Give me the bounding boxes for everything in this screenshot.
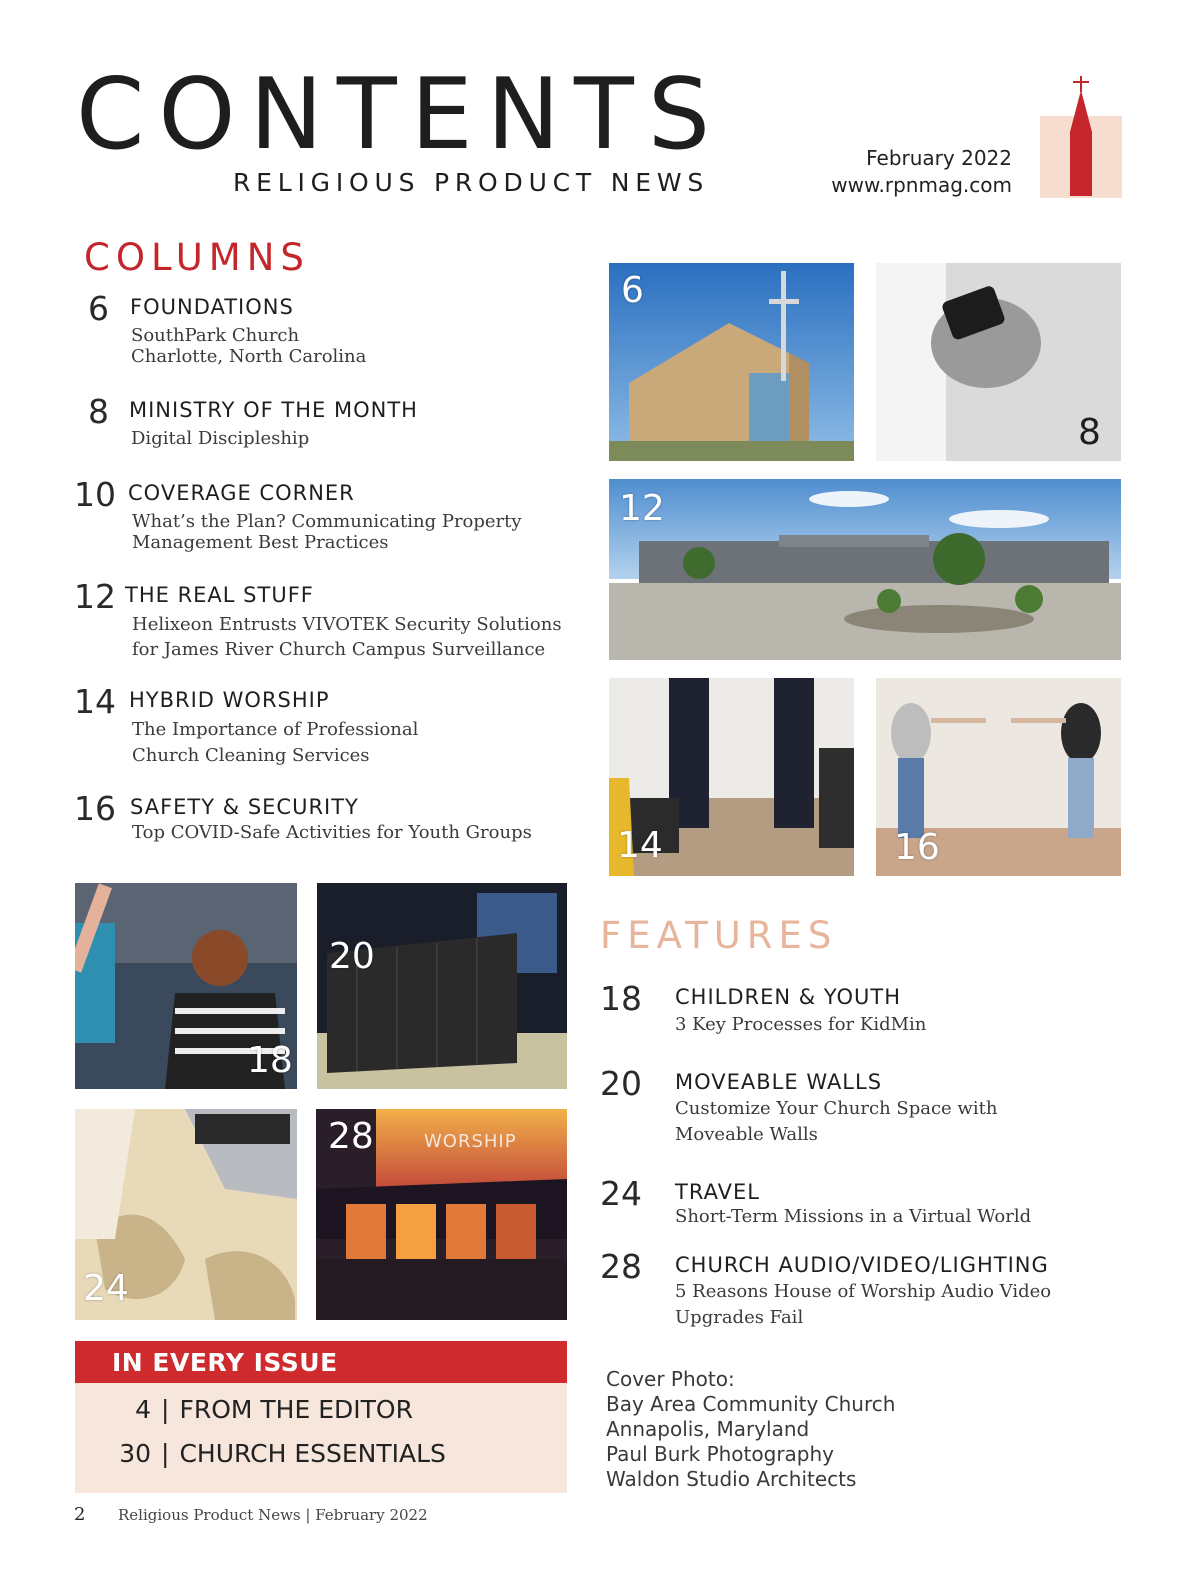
every-issue-label: FROM THE EDITOR [179,1395,413,1424]
page-number: 16 [74,789,116,828]
entry-desc-line: Upgrades Fail [675,1307,804,1328]
entry-title: THE REAL STUFF [125,583,314,607]
entry-desc-line: 5 Reasons House of Worship Audio Video [675,1281,1052,1302]
columns-heading: COLUMNS [84,236,310,279]
photo-page-number: 18 [247,1040,293,1081]
page-number: 8 [88,392,109,431]
every-issue-label: CHURCH ESSENTIALS [179,1439,446,1468]
cover-credit-line: Cover Photo: [606,1367,735,1391]
page-number: 6 [88,289,109,328]
toc-entry-ministry-of-the-month[interactable] [88,392,608,455]
website-url[interactable]: www.rpnmag.com [831,173,1012,197]
page-number: 30 [119,1439,151,1468]
entry-desc-line: SouthPark Church [131,325,300,346]
toc-entry-foundations[interactable] [88,289,608,372]
photo-james-river-church[interactable] [609,479,1121,660]
photo-children-youth[interactable] [75,883,297,1089]
photo-page-number: 14 [617,825,663,866]
in-every-issue-heading: IN EVERY ISSUE [112,1348,338,1377]
footer-text: Religious Product News | February 2022 [118,1506,428,1524]
entry-desc-line: Moveable Walls [675,1124,818,1145]
photo-page-number: 12 [619,488,665,529]
photo-page-number: 24 [83,1268,129,1309]
toc-entry-moveable-walls[interactable] [600,1064,1120,1147]
page-number: 10 [74,475,116,514]
worship-sign: WORSHIP [424,1131,517,1152]
entry-desc-line: for James River Church Campus Surveillance [132,639,546,660]
cover-credit-line: Annapolis, Maryland [606,1417,810,1441]
page-folio: 2 [74,1504,86,1525]
page-number: 4 [135,1395,151,1424]
page-number: 28 [600,1247,642,1286]
toc-entry-children-youth[interactable] [600,979,1120,1042]
entry-title: CHILDREN & YOUTH [675,985,902,1009]
steeple-logo [1040,74,1122,198]
photo-travel-map[interactable] [75,1109,297,1320]
entry-title: TRAVEL [675,1180,760,1204]
toc-entry-church-av-lighting[interactable] [600,1247,1120,1330]
entry-title: MINISTRY OF THE MONTH [129,398,418,422]
cover-credit-line: Waldon Studio Architects [606,1467,857,1491]
toc-entry-hybrid-worship[interactable] [74,682,594,766]
page-number: 18 [600,979,642,1018]
page-number: 24 [600,1174,642,1213]
entry-desc-line: The Importance of Professional [132,719,419,740]
cover-credit-line: Paul Burk Photography [606,1442,834,1466]
photo-page-number: 20 [329,936,375,977]
page-number: 20 [600,1064,642,1103]
separator: | [161,1395,170,1424]
in-every-issue-box [75,1341,567,1493]
page-number: 14 [74,682,116,721]
photo-southpark-church[interactable] [609,263,854,461]
entry-desc-line: Management Best Practices [132,532,389,553]
every-issue-item-from-the-editor[interactable] [99,1395,413,1424]
entry-desc-line: Church Cleaning Services [132,745,370,766]
entry-desc-line: Short-Term Missions in a Virtual World [675,1206,1032,1227]
entry-title: MOVEABLE WALLS [675,1070,883,1094]
entry-title: HYBRID WORSHIP [129,688,330,712]
entry-desc-line: Digital Discipleship [131,428,310,449]
photo-page-number: 28 [328,1116,374,1157]
photo-phone-hand[interactable] [876,263,1121,461]
in-every-issue-header [75,1341,567,1383]
every-issue-item-church-essentials[interactable] [99,1439,446,1468]
entry-desc-line: Helixeon Entrusts VIVOTEK Security Solutions [132,614,562,635]
photo-worship-stage[interactable] [316,1109,567,1320]
entry-desc-line: 3 Key Processes for KidMin [675,1014,927,1035]
features-heading: FEATURES [600,914,838,957]
magazine-name: RELIGIOUS PRODUCT NEWS [233,168,710,197]
entry-title: CHURCH AUDIO/VIDEO/LIGHTING [675,1253,1049,1277]
entry-desc-line: Customize Your Church Space with [675,1098,998,1119]
entry-desc-line: What’s the Plan? Communicating Property [132,511,522,532]
entry-desc-line: Top COVID-Safe Activities for Youth Groups [132,822,532,843]
toc-entry-coverage-corner[interactable] [74,475,594,553]
toc-entry-travel[interactable] [600,1174,1120,1237]
entry-title: FOUNDATIONS [130,295,294,319]
separator: | [161,1439,170,1468]
entry-desc-line: Charlotte, North Carolina [131,346,367,367]
toc-entry-the-real-stuff[interactable] [74,577,594,660]
photo-youth-distancing[interactable] [876,678,1121,876]
photo-page-number: 6 [621,270,644,311]
photo-page-number: 16 [894,827,940,868]
entry-title: SAFETY & SECURITY [130,795,359,819]
cover-credit-line: Bay Area Community Church [606,1392,896,1416]
page-title: CONTENTS [76,58,725,172]
entry-title: COVERAGE CORNER [128,481,355,505]
toc-entry-safety-security[interactable] [74,789,594,852]
cover-credits [606,1367,895,1492]
issue-date: February 2022 [866,146,1012,170]
photo-moveable-walls[interactable] [317,883,567,1089]
page-number: 12 [74,577,116,616]
photo-cleaning-crew[interactable] [609,678,854,876]
photo-page-number: 8 [1078,412,1101,453]
